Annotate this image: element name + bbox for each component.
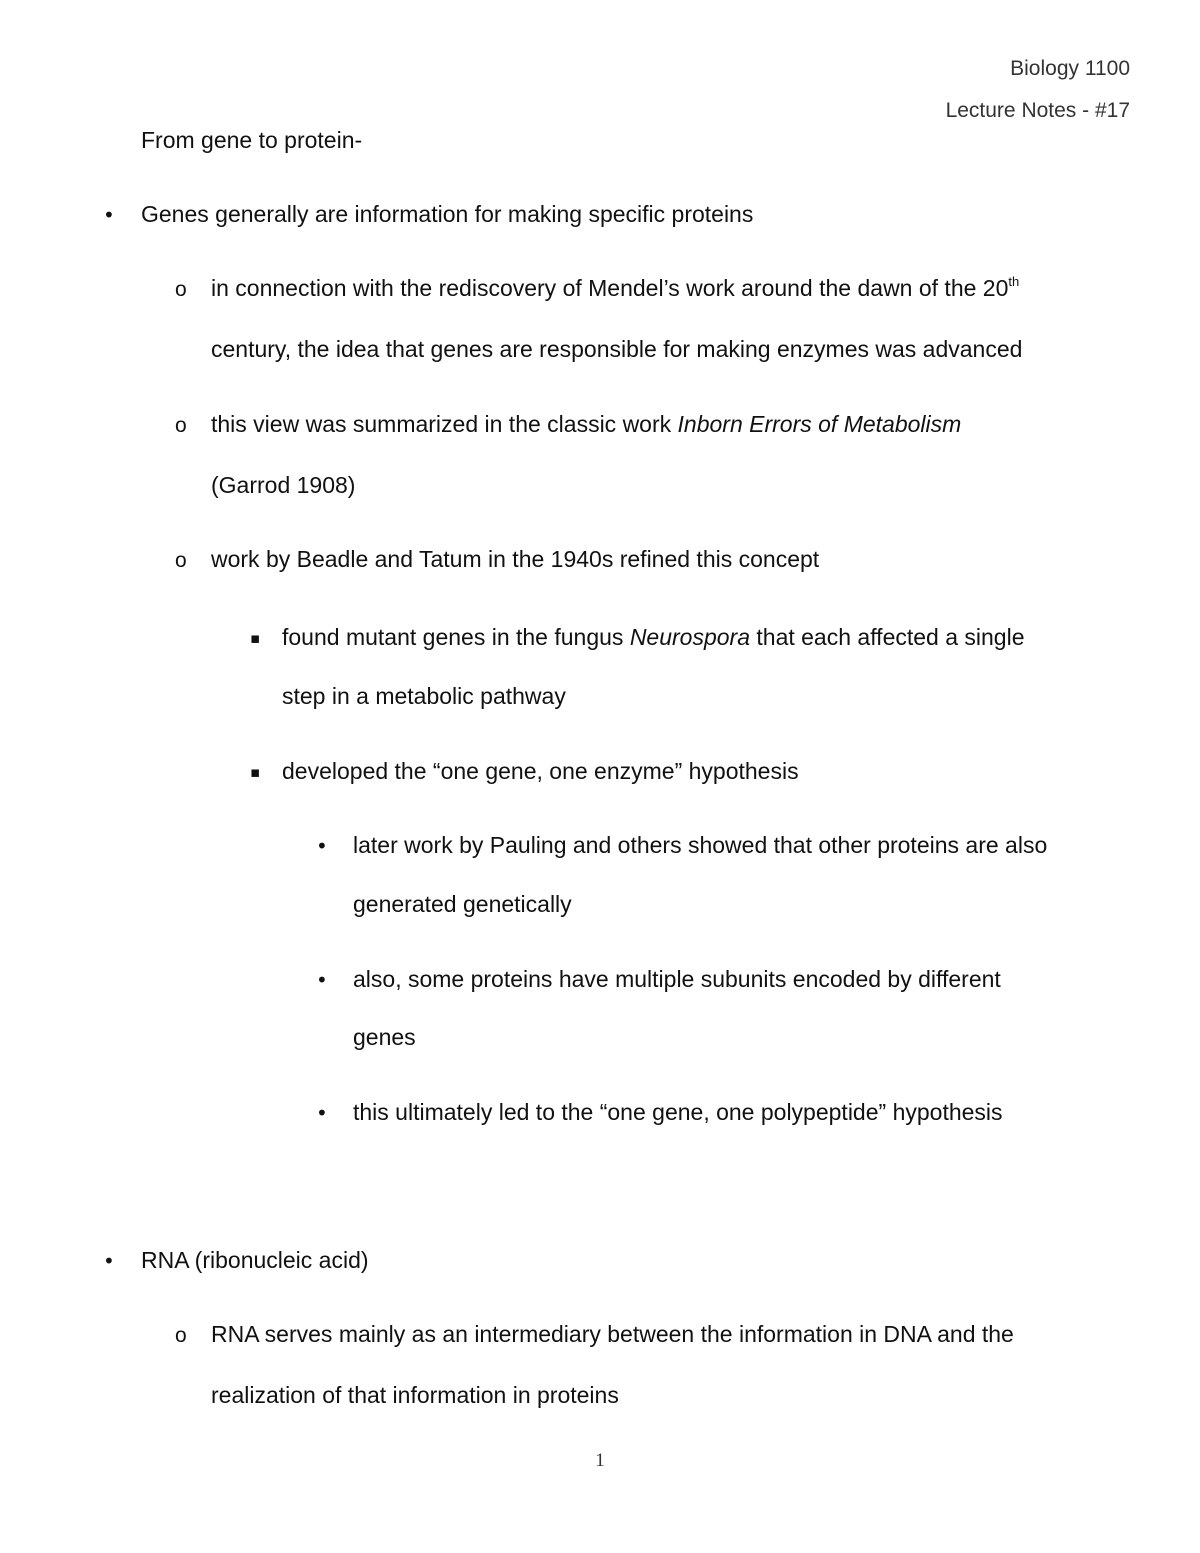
bullet-disc-icon: • xyxy=(103,1249,115,1273)
list-item: work by Beadle and Tatum in the 1940s refined this concept xyxy=(211,546,820,572)
list-item xyxy=(211,410,961,438)
bullet-circle-icon: o xyxy=(175,1324,187,1347)
bullet-disc-icon: • xyxy=(316,834,328,858)
list-item: RNA (ribonucleic acid) xyxy=(141,1247,369,1273)
list-item-text: that each affected a single xyxy=(750,624,1025,650)
header-course: Biology 1100 xyxy=(1010,57,1130,80)
list-item-continuation: (Garrod 1908) xyxy=(211,472,356,498)
list-item-continuation: step in a metabolic pathway xyxy=(282,683,566,709)
list-item: this ultimately led to the “one gene, one polypeptide” hypothesis xyxy=(353,1099,1003,1125)
bullet-square-icon: ▪ xyxy=(250,629,261,647)
page-number: 1 xyxy=(595,1450,605,1471)
bullet-circle-icon: o xyxy=(175,414,187,437)
bullet-disc-icon: • xyxy=(316,1101,328,1125)
bullet-square-icon: ▪ xyxy=(250,763,261,781)
bullet-circle-icon: o xyxy=(175,278,187,301)
header-lecture-notes: Lecture Notes - #17 xyxy=(945,99,1130,122)
list-item: Genes generally are information for making specific proteins xyxy=(141,201,754,227)
list-item-continuation: realization of that information in proteins xyxy=(211,1382,619,1408)
bullet-disc-icon: • xyxy=(103,203,115,227)
list-item xyxy=(211,274,1019,302)
list-item-text: found mutant genes in the fungus xyxy=(282,624,630,650)
list-item: also, some proteins have multiple subunits encoded by different xyxy=(353,966,1001,992)
bullet-circle-icon: o xyxy=(175,549,187,572)
list-item-continuation: generated genetically xyxy=(353,891,572,917)
list-item-continuation: century, the idea that genes are responsible for making enzymes was advanced xyxy=(211,336,1023,362)
bullet-disc-icon: • xyxy=(316,968,328,992)
superscript-text: th xyxy=(1008,274,1020,289)
list-item: later work by Pauling and others showed that other proteins are also xyxy=(353,832,1048,858)
list-item: developed the “one gene, one enzyme” hypothesis xyxy=(282,758,799,784)
book-title: Inborn Errors of Metabolism xyxy=(677,411,962,437)
organism-name: Neurospora xyxy=(629,624,750,650)
list-item xyxy=(282,623,1025,651)
list-item-continuation: genes xyxy=(353,1024,416,1050)
list-item-text: this view was summarized in the classic work xyxy=(211,411,678,437)
list-item: RNA serves mainly as an intermediary between the information in DNA and the xyxy=(211,1321,1014,1347)
page-title: From gene to protein- xyxy=(141,127,363,153)
list-item-text: in connection with the rediscovery of Mendel’s work around the dawn of the 20 xyxy=(211,275,1009,301)
